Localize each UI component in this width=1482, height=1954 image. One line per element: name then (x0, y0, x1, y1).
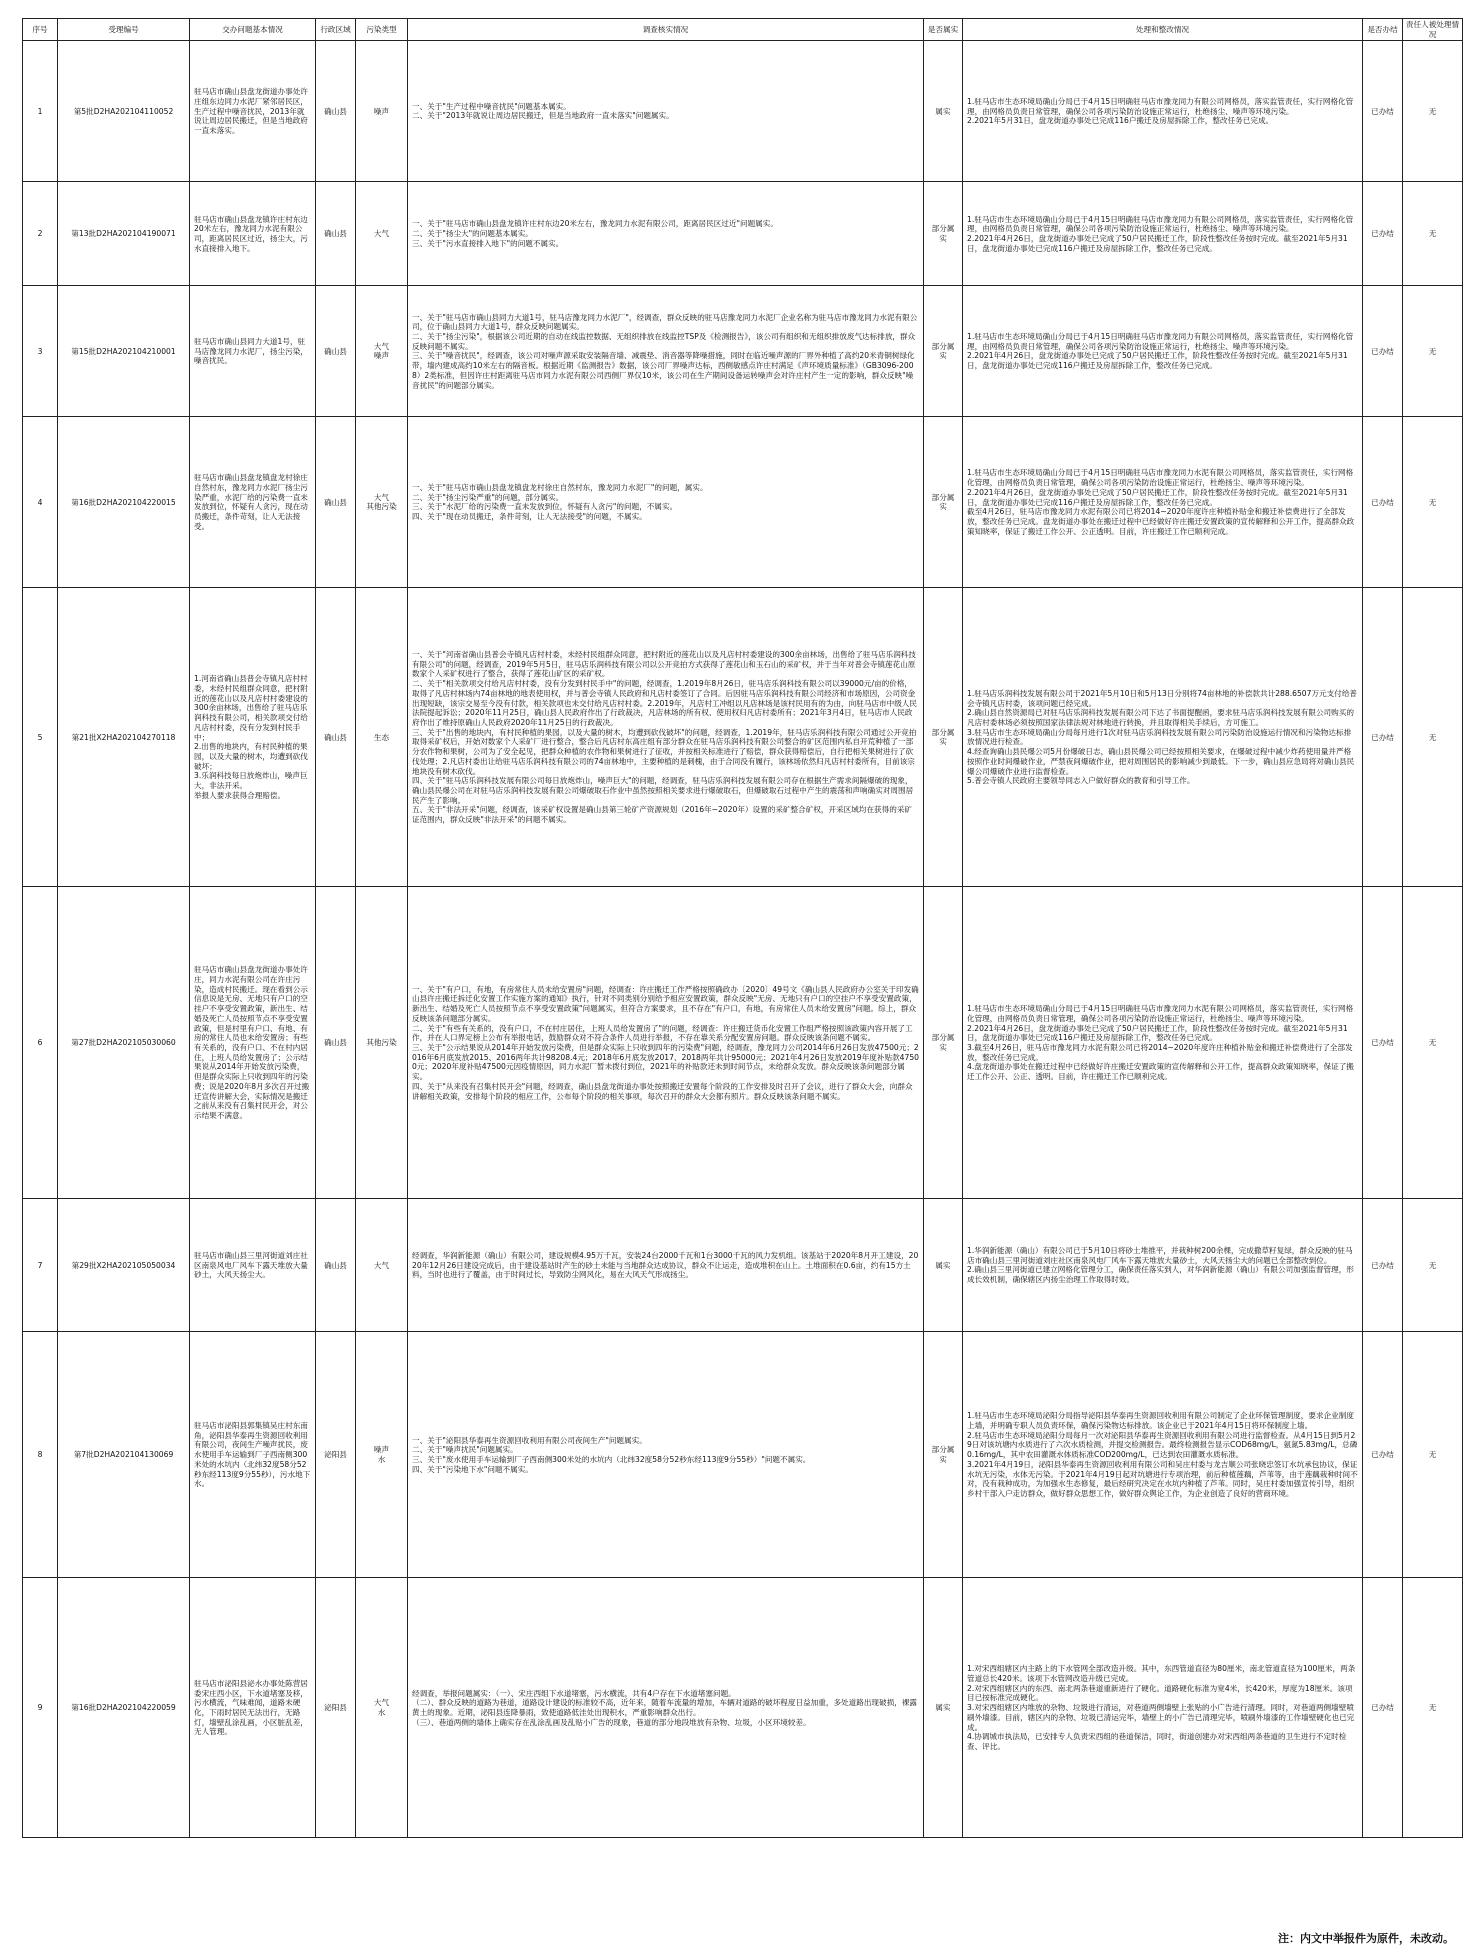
cell-measure: 1.驻马店市生态环境局确山分局已于4月15日明确驻马店市豫龙同力有限公司网格员，落实监管责任，实行网格化管理，由网格员负责日常管理，确保公司各项污染防治设施正常运行，杜绝扬尘、噪声等环境污染。 2.2021年4月26日，盘龙街道办事处已完成了50户居民搬迁工作，阶段性整改任务按时完成。截至2021年5月31日，盘龙街道办事处已完成116户搬迁及房屋拆除工作，整改任务已完成。 (963, 286, 1363, 417)
cell-accountability: 无 (1403, 1199, 1463, 1332)
table-row (23, 41, 1463, 182)
cell-area: 确山县 (316, 1199, 356, 1332)
cell-survey: 一、关于"泌阳县华泰再生资源回收利用有限公司夜间生产"问题属实。 二、关于"噪声扰民"问题属实。 三、关于"废水使用手车运输到厂子西南侧300米处的水坑内（北纬32度58分52秒东经113度9分55秒）"问题不属实。 四、关于"污染地下水"问题不属实。 (408, 1332, 924, 1578)
cell-code: 第21批X2HA202104270118 (58, 588, 190, 887)
cell-done: 已办结 (1363, 182, 1403, 286)
cell-code: 第5批D2HA202104110052 (58, 41, 190, 182)
cell-measure: 1.驻马店乐润科技发展有限公司于2021年5月10日和5月13日分别将74亩林地的补偿款共计288.6507万元支付给普会寺镇凡店村委，该项问题已经完成。 2.确山县自然资源局已对驻马店乐润科技发展有限公司下达了书面提醒函，要求驻马店乐润科技发展有限公司购买的凡店村委林场必须按照国家法律法规对林地进行转换，并且取得相关手续后，方可施工。 3.驻马店市生态环境局确山分局每月进行1次对驻马店乐润科技发展有限公司污染防治设施运行情况和污染物达标排放情况进行检查。 4.经查询确山县民爆公司5月份爆破日志，确山县民爆公司已经按照相关要求，在爆破过程中减少炸药使用量并严格按照作业时间爆破作业，严禁夜间爆破作业，把对周围居民的影响减少到最低。下一步，确山县应急局将对确山县民爆公司爆破作业进行监督检查。 5.普会寺镇人民政府主要领导同志入户做好群众的教育和引导工作。 (963, 588, 1363, 887)
header-row (23, 19, 1463, 41)
cell-no: 2 (23, 182, 58, 286)
cell-type: 大气 其他污染 (356, 417, 408, 588)
cell-fact: 部分属实 (924, 286, 963, 417)
cell-survey: 经调查，华润新能源（确山）有限公司，建设规模4.95万千瓦，安装24台2000千瓦和1台3000千瓦的风力发机组。该基站于2020年8月开工建设，2020年12月26日建设完成后，由于建设基站时产生的砂土未能与当地群众达成协议，群众不让运走，造成堆积在山上。土堆面积在0.6亩，约有15方土料，当时也进行了覆盖，由于时间过长，导致防尘网风化，易在大风天气形成扬尘。 (408, 1199, 924, 1332)
cell-fact: 属实 (924, 1199, 963, 1332)
cell-measure: 1.华润新能源（确山）有限公司已于5月10日将砂土堆推平，并栽种树200余棵，完成撒草籽复绿，群众反映的驻马店市确山县三里河街道刘庄社区南泉风电厂风车下露天堆放大量砂土，大风天扬尘大的问题已全部整改到位。 2.确山县三里河街道已建立网格化管理分工，确保责任落实到人，对华润新能源（确山）有限公司加强监督管理，形成长效机制，确保辖区内扬尘治理工作取得时效。 (963, 1199, 1363, 1332)
table-row (23, 1578, 1463, 1838)
cell-fact: 部分属实 (924, 182, 963, 286)
cell-fact: 属实 (924, 1578, 963, 1838)
header-issue: 交办问题基本情况 (190, 19, 316, 41)
rectification-table (22, 18, 1463, 1838)
cell-done: 已办结 (1363, 1578, 1403, 1838)
cell-survey: 经调查，举报问题属实：（一）、宋庄西组下水道堵塞，污水横流，共有4户存在下水道堵塞问题。 （二）、群众反映的道路为巷道，道路设计建设的标准较不高，近年来，随着车流量的增加，车辆对道路的破坏程度日益加重，多处道路出现破损，裸露黄土的现象。近期，泌阳县连降暴雨，致使道路低洼处出现积水，严重影响群众出行。 （三）、巷道两侧的墙体上确实存在乱涂乱画及乱贴小广告的现象，巷道的部分地段堆放有杂物、垃圾，小区环境较差。 (408, 1578, 924, 1838)
cell-accountability: 无 (1403, 1332, 1463, 1578)
cell-no: 9 (23, 1578, 58, 1838)
cell-survey: 一、关于"驻马店市确山县盘龙镇许庄村东边20米左右，豫龙同力水泥有限公司，距离居民区过近"问题属实。 二、关于"扬尘大"的问题基本属实。 三、关于"污水直接排入地下"的问题不属实。 (408, 182, 924, 286)
cell-accountability: 无 (1403, 286, 1463, 417)
cell-issue: 驻马店市确山县盘龙镇盘龙村徐庄自然村东，豫龙同力水泥厂扬尘污染严重，水泥厂给的污染费一直未发放到位，怀疑有人贪污，现在动员搬迁，条件苛刻，让人无法接受。 (190, 417, 316, 588)
cell-no: 6 (23, 887, 58, 1199)
cell-area: 确山县 (316, 41, 356, 182)
cell-done: 已办结 (1363, 286, 1403, 417)
cell-area: 泌阳县 (316, 1332, 356, 1578)
cell-type: 大气 噪声 (356, 286, 408, 417)
cell-accountability: 无 (1403, 182, 1463, 286)
cell-accountability: 无 (1403, 41, 1463, 182)
cell-fact: 部分属实 (924, 588, 963, 887)
header-code: 受理编号 (58, 19, 190, 41)
table-row (23, 182, 1463, 286)
cell-code: 第16批D2HA202104220015 (58, 417, 190, 588)
cell-survey: 一、关于"驻马店市确山县同力大道1号，驻马店豫龙同力水泥厂"，经调查，群众反映的驻马店豫龙同力水泥厂企业名称为驻马店市豫龙同力水泥有限公司，位于确山县同力大道1号，群众反映问题属实。 二、关于"扬尘污染"，根据该公司近期的自动在线监控数据、无组织排放在线监控TSP及《检测报告》，该公司有组织和无组织排放废气达标排放，群众反映问题不属实。 三、关于"噪音扰民"，经调查，该公司对噪声源采取安装隔音墙、减震垫、消音器等降噪措施，同时在临近噪声源的厂界外种植了高约20米青铜树绿化带，墙内建成高约10米左右的隔音板。根据近期《监测报告》数据，该公司厂界噪声达标，西侧敏感点许庄村满足《声环境质量标准》（GB3096-2008）2类标准，但因许庄村距离驻马店市同力水泥有限公司西侧厂界仅10米，该公司在生产期间设备运转噪声会对许庄村产生一定的影响，群众反映"噪音扰民"的问题部分属实。 (408, 286, 924, 417)
cell-area: 确山县 (316, 286, 356, 417)
cell-no: 1 (23, 41, 58, 182)
cell-issue: 驻马店市确山县三里河街道刘庄社区南泉风电厂风车下露天堆放大量砂土，大风天扬尘大。 (190, 1199, 316, 1332)
table-row (23, 286, 1463, 417)
cell-done: 已办结 (1363, 1332, 1403, 1578)
cell-type: 大气 (356, 1199, 408, 1332)
cell-done: 已办结 (1363, 887, 1403, 1199)
cell-fact: 部分属实 (924, 887, 963, 1199)
cell-measure: 1.对宋西组辖区内主路上的下水管网全部改造升级。其中，东西管道直径为80厘米，南北管道直径为100厘米，两条管道总长420米。该项下水管网改造升级已完成。 2.对宋西组辖区内的东西、南北两条巷道重新进行了硬化。道路硬化标准为宽4米，长420米，厚度为18厘米。该项目已按标准完成硬化。 3.对宋西组辖区内堆放的杂物、垃圾进行清运，对巷道两侧墙壁上张贴的小广告进行清理。同时，对巷道两侧墙壁喷刷外墙漆。目前，辖区内的杂物、垃圾已清运完毕，墙壁上的小广告已清理完毕，喷刷外墙漆的工作墙壁硬化也已完成。 4.协调城市执法局，已安排专人负责宋西组的巷道保洁，同时，街道创建办对宋西组两条巷道的卫生进行不定时检查、评比。 (963, 1578, 1363, 1838)
cell-fact: 部分属实 (924, 417, 963, 588)
cell-accountability: 无 (1403, 417, 1463, 588)
cell-accountability: 无 (1403, 1578, 1463, 1838)
cell-accountability: 无 (1403, 588, 1463, 887)
cell-issue: 驻马店市确山县盘龙街道办事处许庄，同力水泥有限公司在许庄污染，造成村民搬迁。现在看到公示信息说是无房、无地只有户口的空挂户不享受安置政策，新出生、结婚及死亡人员按照节点不享受安置政策，但是村里有户口、有地、有房的常住人员也未给安置房；有些有关系的，没有户口、不在村内居住，上班人员给发置房了；公示结果说从2014年开始发放污染费，但是群众实际上只收到四年的污染费；说是2020年8月多次召开过搬迁宣传讲解大会，实际情况是搬迁之前从来没有召集村民开会，对公示结果不满意。 (190, 887, 316, 1199)
cell-code: 第13批D2HA202104190071 (58, 182, 190, 286)
cell-area: 确山县 (316, 588, 356, 887)
cell-fact: 部分属实 (924, 1332, 963, 1578)
header-no: 序号 (23, 19, 58, 41)
cell-area: 泌阳县 (316, 1578, 356, 1838)
cell-measure: 1.驻马店市生态环境局确山分局已于4月15日明确驻马店市豫龙同力水泥有限公司网格员，落实监管责任，实行网格化管理，由网格员负责日常管理，确保公司各项污染防治设施正常运行，杜绝扬尘、噪声等环境污染。 2.2021年4月26日，盘龙街道办事处已完成了50户居民搬迁工作，阶段性整改任务按时完成。截至2021年5月31日，盘龙街道办事处已完成116户搬迁及房屋拆除工作，整改任务已完成。 截至4月26日，驻马店市豫龙同力水泥有限公司已将2014~2020年度许庄种植补贴金和搬迁补偿费进行了全部发放，整改任务已完成。盘龙街道办事处在搬迁过程中已经做好许庄搬迁安置政策的宣传解释和公开工作，提高群众政策知晓率，保证了搬迁工作公开、公正透明。目前，许庄搬迁工作已顺利完成。 (963, 417, 1363, 588)
cell-survey: 一、关于"生产过程中噪音扰民"问题基本属实。 二、关于"2013年就说让周边居民搬迁，但是当地政府一直未落实"问题属实。 (408, 41, 924, 182)
cell-done: 已办结 (1363, 41, 1403, 182)
cell-done: 已办结 (1363, 588, 1403, 887)
table-row (23, 588, 1463, 887)
header-done: 是否办结 (1363, 19, 1403, 41)
cell-done: 已办结 (1363, 417, 1403, 588)
cell-measure: 1.驻马店市生态环境局泌阳分局指导泌阳县华泰再生资源回收利用有限公司制定了企业环保管理制度，要求企业制度上墙，并明确专职人员负责环保，确保污染物达标排放。该企业已于2021年4月15日将环保制度上墙。 2.驻马店市生态环境局泌阳分局每月一次对泌阳县华泰再生资源回收利用有限公司进行监督检查。从4月15日到5月29日对该坑塘内水质进行了六次水质检测，并提交检测报告。最终检测报告显示COD68mg/L，氨氮5.83mg/L，总磷0.16mg/L，其中农田灌溉水体质标准COD200mg/L，已达到农田灌溉水质标准。 3.2021年4月19日，泌阳县华泰再生资源回收利用有限公司和吴庄村委与龙吉顺公司张晓忠签订水坑承包协议，保证水坑无污染，水体无污染。于2021年4月19日起对坑塘进行专项治理，前后种植莲藕，芦苇等，由于莲藕栽种时间不对，没有栽种成功，为加强水生态修复，最后经研究决定在水坑内种植了芦苇。同时，吴庄村委加强宣传引导，组织乡村干部入户走访群众，做好群众思想工作，做好群众舆论工作，为企业创造了良好的营商环境。 (963, 1332, 1363, 1578)
cell-area: 确山县 (316, 887, 356, 1199)
table-row (23, 887, 1463, 1199)
cell-no: 4 (23, 417, 58, 588)
cell-issue: 驻马店市泌阳县泌水办事处陈营居委宋庄西小区，下水道堵塞及移，污水横流，气味难闻，道路未硬化，下雨时居民无法出行，无路灯，墙壁乱涂乱画，小区脏乱差，无人管理。 (190, 1578, 316, 1838)
cell-type: 噪声 (356, 41, 408, 182)
header-accountability: 责任人被处理情况 (1403, 19, 1463, 41)
cell-type: 噪声 水 (356, 1332, 408, 1578)
table-row (23, 1199, 1463, 1332)
cell-measure: 1.驻马店市生态环境局确山分局已于4月15日明确驻马店市豫龙同力水泥有限公司网格员，落实监管责任，实行网格化管理，由网格员负责日常管理，确保公司各项污染防治设施正常运行，杜绝扬尘、噪声等环境污染。 2.2021年4月26日，盘龙街道办事处已完成了50户居民搬迁工作，阶段性整改任务按时完成。截至2021年5月31日，盘龙街道办事处已完成116户搬迁及房屋拆除工作，整改任务已完成。 3.截至4月26日，驻马店市豫龙同力水泥有限公司已将2014~2020年度许庄种植补贴金和搬迁补偿费进行了全部发放，整改任务已完成。 4.盘龙街道办事处在搬迁过程中已经做好许庄搬迁安置政策的宣传解释和公开工作，提高群众政策知晓率，保证了搬迁工作公开、公正、透明。目前，许庄搬迁工作已顺利完成。 (963, 887, 1363, 1199)
cell-survey: 一、关于"河南省确山县普会寺镇凡店村村委，未经村民组群众同意，把村附近的莲花山以及凡店村村委建设的300余亩林场，出售给了驻马店乐润科技有限公司"的问题，经调查，2019年5月5日，驻马店乐润科技有限公司以公开竞拍方式获得了莲花山和玉石山的采矿权，并于当年对普会寺镇莲花山原数家个人采矿权进行了整合，获得了莲花山矿区的采矿权。 二、关于"相关款项交付给凡店村村委，没有分发到村民手中"的问题，经调查，1.2019年8月26日，驻马店乐润科技有限公司以39000元/亩的价格，取得了凡店村林场内74亩林地的地表使用权，并与普会寺镇人民政府和凡店村委签订了合同。后因驻马店乐润科技有限公司经济和市场原因，公司资金出现短缺，该宗交易至今没有付款，相关款项也未交付给凡店村村委。2.2019年，凡店村工冲组以凡店林场是该村民用有的为由，向驻马店市中级人民法院提起诉讼；2020年11月25日，确山县人民政府作出了行政裁决，凡店林场的所有权、使用权归凡店村委所有；2021年3月4日，驻马店市人民政府作出了维持原确山人民政府2020年11月25日的行政裁决。 三、关于"出售的地块内，有村民种植的果园，以及大量的树木，均遭到砍伐破坏"的问题，经调查，1.2019年，驻马店乐润科技有限公司通过公开竞拍取得采矿权后，开始对数家个人采矿厂进行整合，整合后凡店村东高庄组有部分群众在驻马店乐润科技有限公司整合的矿区范围内私自开荒种植了一部分农作物和果树，公司为了安全起见，把群众种植的农作物和果树进行了征收，并按相关标准进行了赔偿，群众获得赔偿后，自行把相关果树进行了砍伐处理；2.凡店村委出让给驻马店乐润科技有限公司的74亩林地中，主要种植的是刺槐，由于合同没有履行，该林场依然归凡店村村委所有，目前该宗地块没有树木砍伐。 四、关于"驻马店乐润科技发展有限公司每日放炮炸山，噪声巨大"的问题，经调查，驻马店乐润科技发展有限公司存在根据生产需求间隔爆破的现象，确山县民爆公司在对驻马店乐润科技发展有限公司爆破取石作业中虽然按照相关要求进行爆破取石，但爆破取石过程中产生的震荡和声响确实对周围居民产生了影响。 五、关于"非法开采"问题，经调查，该采矿权设置是确山县第三轮矿产资源规划（2016年~2020年）设置的采矿整合矿权，开采区域均在获得的采矿证范围内，群众反映"非法开采"的问题不属实。 (408, 588, 924, 887)
cell-no: 7 (23, 1199, 58, 1332)
cell-no: 8 (23, 1332, 58, 1578)
cell-fact: 属实 (924, 41, 963, 182)
cell-accountability: 无 (1403, 887, 1463, 1199)
cell-type: 其他污染 (356, 887, 408, 1199)
header-survey: 调查核实情况 (408, 19, 924, 41)
header-type: 污染类型 (356, 19, 408, 41)
cell-code: 第29批X2HA202105050034 (58, 1199, 190, 1332)
cell-measure: 1.驻马店市生态环境局确山分局已于4月15日明确驻马店市豫龙同力有限公司网格员，落实监管责任，实行网格化管理，由网格员负责日常管理，确保公司各项污染防治设施正常运行，杜绝扬尘、噪声等环境污染。 2.2021年5月31日，盘龙街道办事处已完成116户搬迁及房屋拆除工作，整改任务已完成。 (963, 41, 1363, 182)
header-area: 行政区域 (316, 19, 356, 41)
cell-issue: 驻马店市泌阳县郭集镇吴庄村东南角，泌阳县华泰再生资源回收利用有限公司，夜间生产噪声扰民，废水使用手车运输到厂子西南侧300米处的水坑内（北纬32度58分52秒东经113度9分55秒），污水地下水。 (190, 1332, 316, 1578)
table-row (23, 417, 1463, 588)
cell-survey: 一、关于"有户口，有地，有房常住人员未给安置房"问题，经调查：许庄搬迁工作严格按照确政办〔2020〕49号文《确山县人民政府办公室关于印发确山县许庄搬迁拆迁化安置工作实施方案的通知》执行，针对不同类别分别给予相应安置政策，群众反映"无房、无地只有户口的空挂户不享受安置政策，新出生、结婚及死亡人员按照节点不享受安置政策"问题属实，但符合方案要求，且不存在"有户口，有地，有房常住人员未给安置房"问题。综上，群众反映该条问题部分属实。 二、关于"有些有关系的，没有户口，不在村庄居住，上班人员给发置房了"的问题，经调查：许庄搬迁货币化安置工作组严格按照该政策内容开展了工作，并在人口界定榜上公布有举报电话，鼓励群众对不符合条件人员进行举报，不存在靠关系分配安置房问题。群众反映该条问题不属实。 三、关于"公示结果说从2014年开始发放污染费，但是群众实际上只收到四年的污染费"问题，经调查，豫龙同力公司2014年6月26日发放47500元；2016年6月底发放2015、2016两年共计98208.4元；2018年6月底发放2017、2018两年共计95000元；2021年4月26日发放2019年度补贴款47500元；2020年度补贴47500元因疫情原因，同力水泥厂暂未拨付到位，2021年的补贴款还未到时间节点，未给群众发放。群众反映该条问题部分属实。 四、关于"从来没有召集村民开会"问题，经调查，确山县盘龙街道办事处按照搬迁安置每个阶段的工作安排及时召开了会议，进行了群众大会，向群众讲解相关政策，安排每个阶段的相应工作，公布每个阶段的相关事项，每次召开的群众大会都有照片。群众反映该条问题不属实。 (408, 887, 924, 1199)
cell-code: 第15批D2HA202104210001 (58, 286, 190, 417)
cell-code: 第16批D2HA202104220059 (58, 1578, 190, 1838)
cell-no: 5 (23, 588, 58, 887)
cell-area: 确山县 (316, 182, 356, 286)
cell-type: 大气 (356, 182, 408, 286)
footnote: 注：内文中举报件为原件，未改动。 (1278, 1932, 1454, 1945)
cell-type: 大气 水 (356, 1578, 408, 1838)
cell-measure: 1.驻马店市生态环境局确山分局已于4月15日明确驻马店市豫龙同力有限公司网格员，落实监管责任，实行网格化管理，由网格员负责日常管理，确保公司各项污染防治设施正常运行，杜绝扬尘、噪声等环境污染。 2.2021年4月26日，盘龙街道办事处已完成了50户居民搬迁工作，阶段性整改任务按时完成。截至2021年5月31日，盘龙街道办事处已完成116户搬迁及房屋拆除工作，整改任务已完成。 (963, 182, 1363, 286)
cell-issue: 驻马店市确山县同力大道1号，驻马店豫龙同力水泥厂，扬尘污染，噪音扰民。 (190, 286, 316, 417)
cell-area: 确山县 (316, 417, 356, 588)
cell-no: 3 (23, 286, 58, 417)
cell-done: 已办结 (1363, 1199, 1403, 1332)
cell-survey: 一、关于"驻马店市确山县盘龙镇盘龙村徐庄自然村东，豫龙同力水泥厂"的问题，属实。 二、关于"扬尘污染严重"的问题，部分属实。 三、关于"水泥厂给的污染费一直未发放到位，怀疑有人贪污"的问题，不属实。 四、关于"现在动员搬迁，条件苛刻，让人无法接受"的问题，不属实。 (408, 417, 924, 588)
cell-issue: 驻马店市确山县盘龙街道办事处许庄组东边同力水泥厂紧邻居民区，生产过程中噪音扰民，2013年就说让周边居民搬迁，但是当地政府一直未落实。 (190, 41, 316, 182)
table-row (23, 1332, 1463, 1578)
cell-code: 第7批D2HA202104130069 (58, 1332, 190, 1578)
cell-issue: 驻马店市确山县盘龙镇许庄村东边20米左右，豫龙同力水泥有限公司，距离居民区过近，扬尘大，污水直接排入地下。 (190, 182, 316, 286)
header-measure: 处理和整改情况 (963, 19, 1363, 41)
cell-code: 第27批D2HA202105030060 (58, 887, 190, 1199)
header-fact: 是否属实 (924, 19, 963, 41)
cell-issue: 1.河南省确山县普会寺镇凡店村村委，未经村民组群众同意，把村附近的莲花山以及凡店村村委建设的300余亩林场，出售给了驻马店乐润科技有限公司，相关款项交付给凡店村村委，没有分发到村民手中； 2.出售的地块内，有村民种植的果园，以及大量的树木，均遭到砍伐破坏； 3.乐润科技每日放炮炸山，噪声巨大，非法开采。 举报人要求获得合理赔偿。 (190, 588, 316, 887)
cell-type: 生态 (356, 588, 408, 887)
